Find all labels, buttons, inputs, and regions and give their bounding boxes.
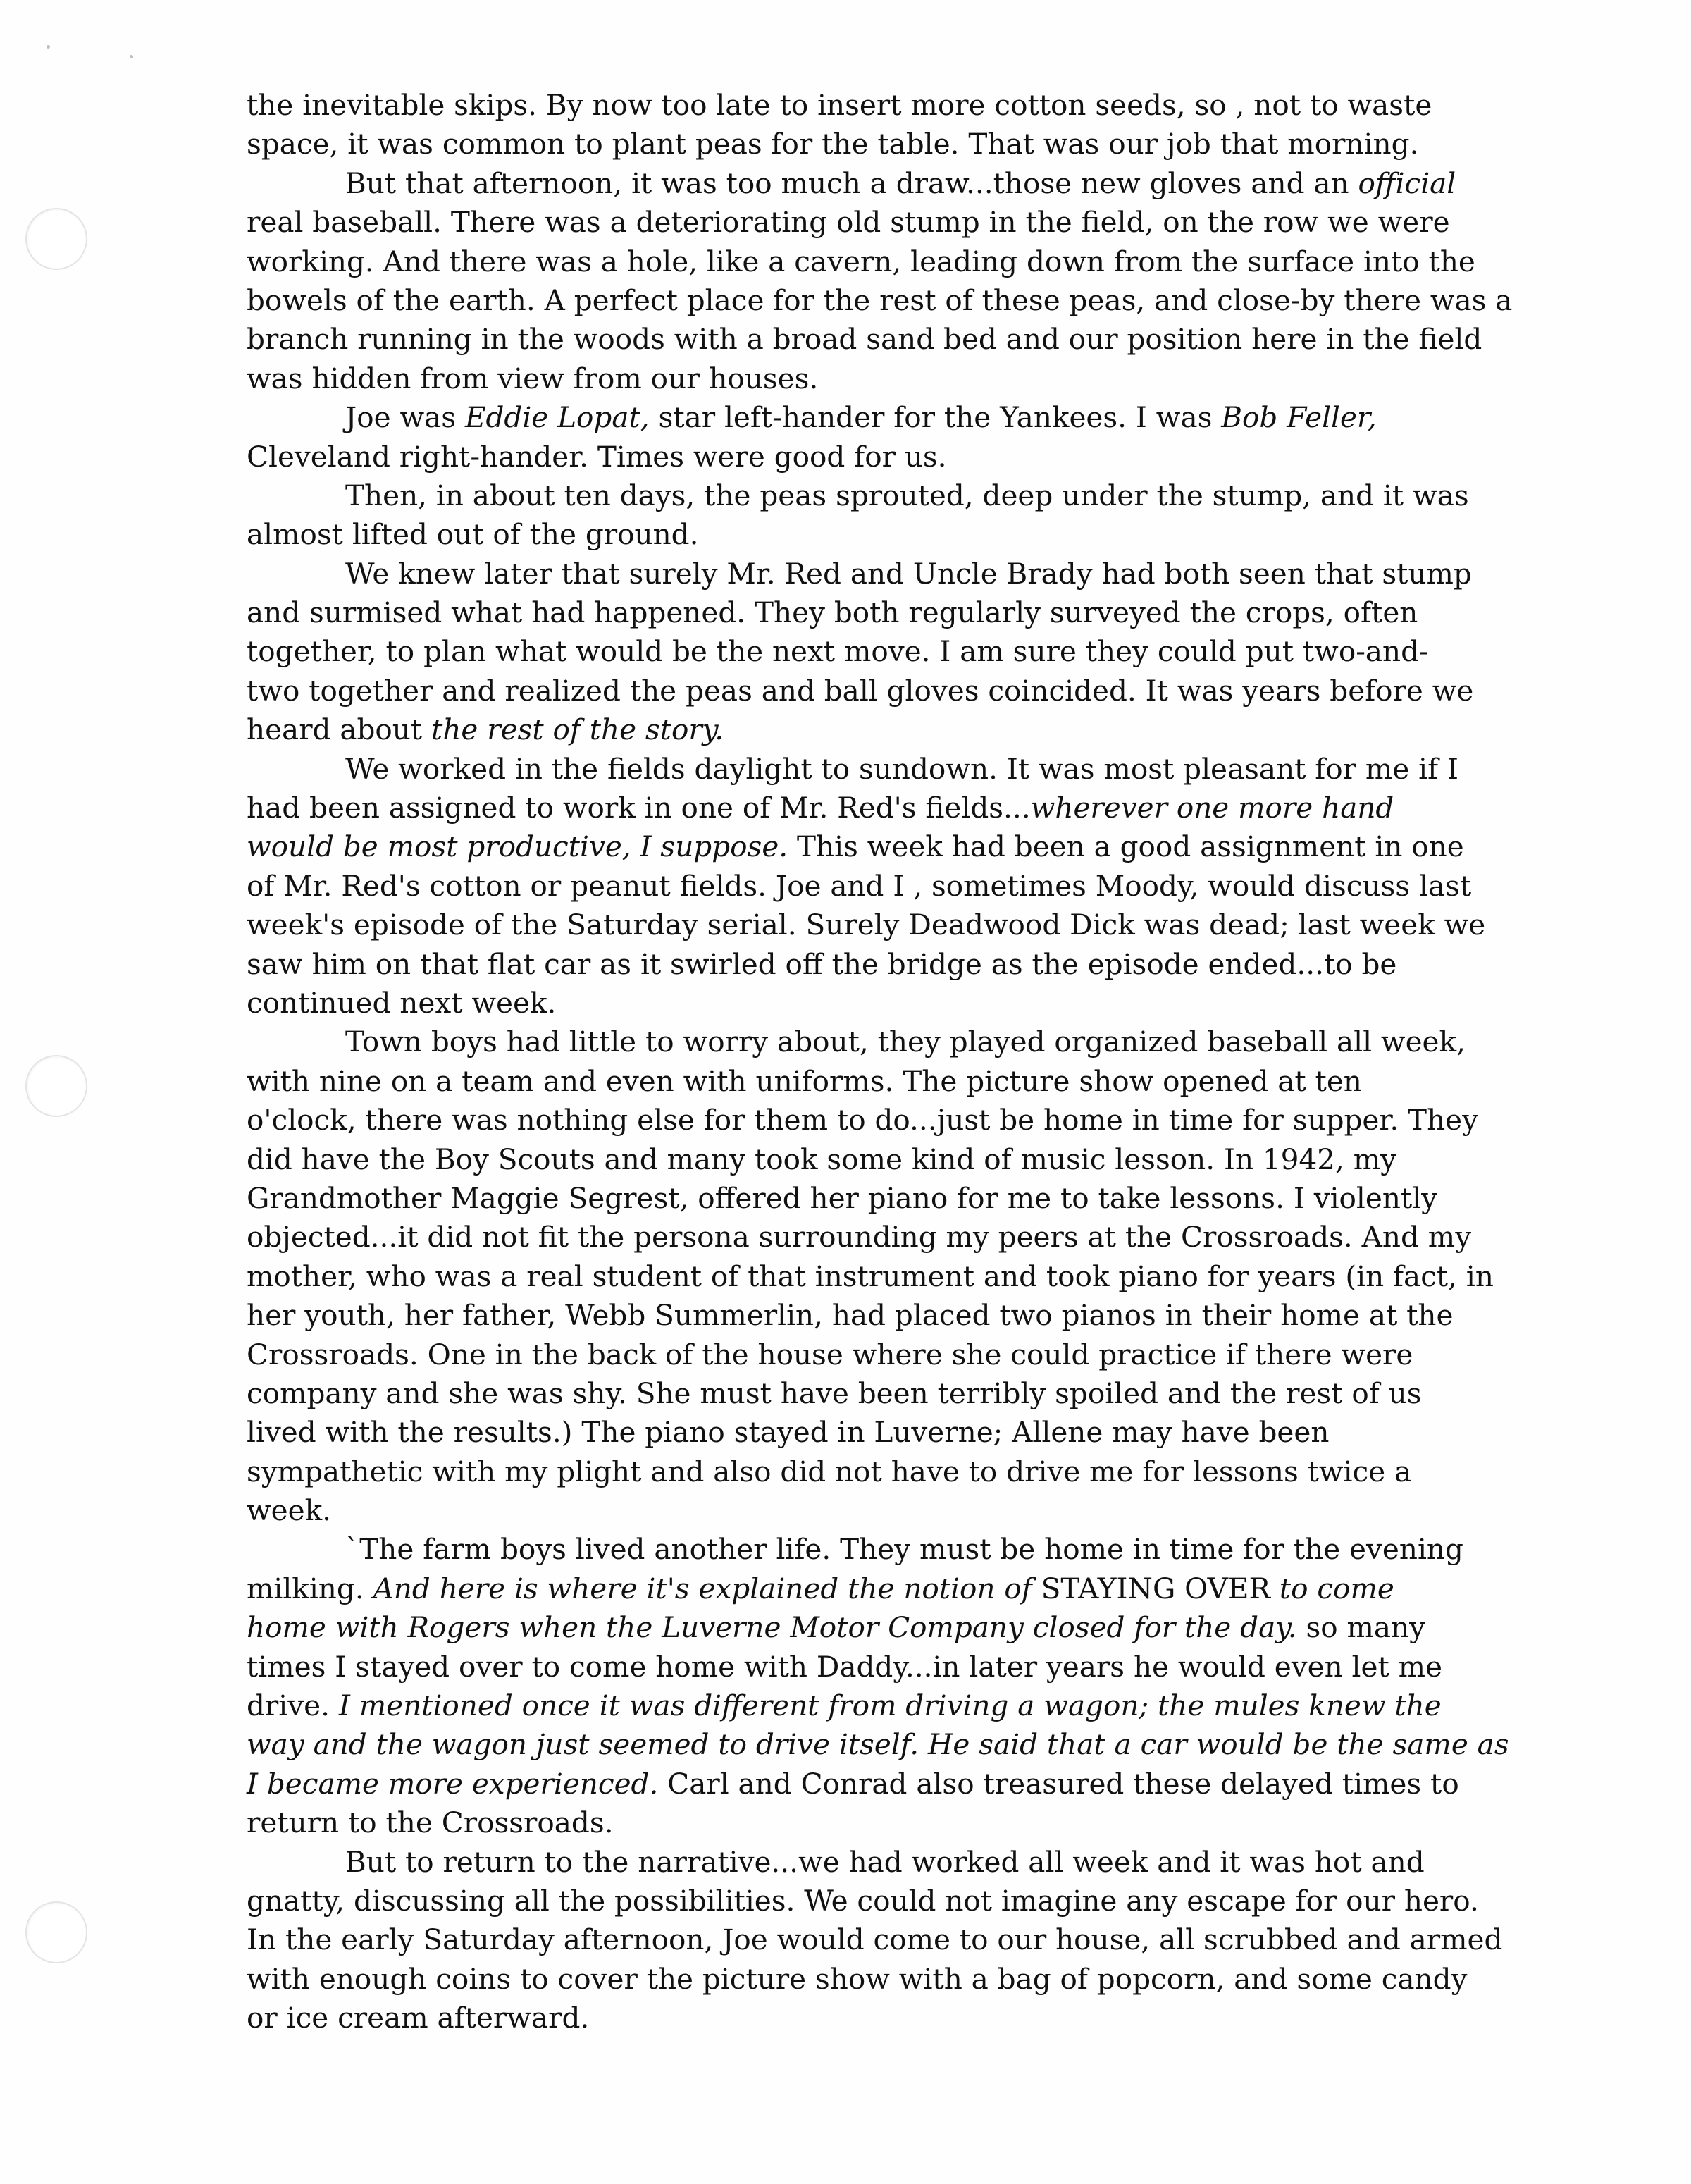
italic-text-segment: official [1358, 166, 1456, 200]
text-segment: o'clock, there was nothing else for them to do...just be home in time for supper. They [247, 1103, 1479, 1137]
text-line [247, 125, 1571, 164]
text-line [247, 867, 1571, 906]
italic-text-segment: And here is where it's explained the notion of [373, 1571, 1032, 1605]
text-line [247, 1452, 1571, 1491]
text-line [247, 750, 1571, 789]
text-segment: with nine on a team and even with uniforms. The picture show opened at ten [247, 1063, 1362, 1098]
text-line [247, 1101, 1571, 1140]
text-line [247, 1999, 1571, 2037]
text-segment: week. [247, 1493, 332, 1528]
punch-hole [25, 1055, 87, 1117]
text-segment: `The farm boys lived another life. They must be home in time for the evening [345, 1532, 1463, 1567]
text-segment: heard about [247, 712, 432, 747]
text-line [247, 1882, 1571, 1920]
text-segment: Cleveland right-hander. Times were good for us. [247, 439, 947, 474]
text-segment: the inevitable skips. By now too late to insert more cotton seeds, so , not to waste [247, 88, 1432, 122]
text-line [247, 1218, 1571, 1257]
paper-speck [130, 55, 133, 58]
italic-text-segment: Bob Feller, [1221, 400, 1377, 435]
text-line [247, 827, 1571, 866]
text-line [247, 789, 1571, 827]
italic-text-segment: I mentioned once it was different from driving a wagon; the mules knew the [338, 1689, 1442, 1723]
text-segment: Crossroads. One in the back of the house where she could practice if there were [247, 1337, 1413, 1371]
text-line [247, 1843, 1571, 1882]
text-line [247, 1530, 1571, 1569]
text-segment: had been assigned to work in one of Mr. Red's fields... [247, 791, 1031, 825]
text-segment: bowels of the earth. A perfect place for the rest of these peas, and close-by there was a [247, 283, 1513, 317]
text-segment: two together and realized the peas and ball gloves coincided. It was years before we [247, 673, 1474, 708]
text-line [247, 398, 1571, 437]
text-segment: But to return to the narrative...we had worked all week and it was hot and [345, 1844, 1425, 1879]
italic-text-segment: I became more experienced. [247, 1766, 659, 1801]
text-segment: STAYING OVER [1032, 1571, 1280, 1605]
text-line [247, 1491, 1571, 1530]
text-line [247, 1608, 1571, 1647]
text-line [247, 1960, 1571, 1999]
text-segment: did have the Boy Scouts and many took some kind of music lesson. In 1942, my [247, 1142, 1397, 1176]
text-segment: objected...it did not fit the persona surrounding my peers at the Crossroads. And my [247, 1220, 1472, 1254]
text-line [247, 1569, 1571, 1608]
text-segment: Then, in about ten days, the peas sprouted, deep under the stump, and it was [345, 478, 1469, 512]
italic-text-segment: would be most productive, I suppose. [247, 829, 788, 864]
text-segment: drive. [247, 1689, 339, 1723]
text-line [247, 164, 1571, 203]
text-line [247, 1686, 1571, 1725]
text-segment: with enough coins to cover the picture show with a bag of popcorn, and some candy [247, 1961, 1468, 1996]
text-line [247, 984, 1571, 1023]
italic-text-segment: Eddie Lopat, [464, 400, 650, 435]
text-line [247, 555, 1571, 593]
text-line [247, 1725, 1571, 1764]
italic-text-segment: the rest of the story. [431, 712, 724, 747]
text-segment: Joe was [345, 400, 465, 435]
text-line [247, 945, 1571, 984]
text-line [247, 359, 1571, 398]
text-segment: Grandmother Maggie Segrest, offered her piano for me to take lessons. I violently [247, 1180, 1438, 1215]
italic-text-segment: to come [1279, 1571, 1394, 1605]
text-segment: milking. [247, 1571, 373, 1605]
text-segment: sympathetic with my plight and also did not have to drive me for lessons twice a [247, 1454, 1412, 1488]
document-body-text [247, 86, 1571, 2038]
text-line [247, 1374, 1571, 1413]
text-segment: Town boys had little to worry about, they played organized baseball all week, [345, 1025, 1466, 1059]
text-line [247, 515, 1571, 554]
text-segment: star left-hander for the Yankees. I was [649, 400, 1222, 435]
text-line [247, 1803, 1571, 1842]
text-segment: mother, who was a real student of that instrument and took piano for years (in fact, in [247, 1259, 1494, 1293]
text-line [247, 86, 1571, 125]
italic-text-segment: way and the wagon just seemed to drive itself. He said that a car would be the same as [247, 1727, 1509, 1762]
text-line [247, 1920, 1571, 1959]
text-line [247, 476, 1571, 515]
italic-text-segment: wherever one more hand [1030, 791, 1394, 825]
text-line [247, 1062, 1571, 1101]
text-line [247, 438, 1571, 476]
text-segment: times I stayed over to come home with Daddy...in later years he would even let me [247, 1649, 1442, 1684]
text-segment: of Mr. Red's cotton or peanut fields. Joe and I , sometimes Moody, would discuss last [247, 868, 1472, 903]
italic-text-segment: home with Rogers when the Luverne Motor Company closed for the day. [247, 1610, 1297, 1645]
paper-speck [47, 45, 50, 49]
text-segment: continued next week. [247, 985, 557, 1020]
text-segment: gnatty, discussing all the possibilities. We could not imagine any escape for our hero. [247, 1883, 1479, 1918]
text-segment: almost lifted out of the ground. [247, 517, 699, 552]
punch-hole [25, 1901, 87, 1963]
text-segment: together, to plan what would be the next move. I am sure they could put two-and- [247, 634, 1429, 669]
text-line [247, 1296, 1571, 1335]
text-segment: return to the Crossroads. [247, 1806, 614, 1840]
text-line [247, 1413, 1571, 1452]
text-segment: branch running in the woods with a broad sand bed and our position here in the field [247, 322, 1482, 357]
text-line [247, 710, 1571, 749]
text-line [247, 320, 1571, 359]
text-segment: or ice cream afterward. [247, 2001, 590, 2035]
punch-hole [25, 208, 87, 270]
text-line [247, 203, 1571, 242]
text-line [247, 1257, 1571, 1296]
text-line [247, 672, 1571, 710]
text-segment: We worked in the fields daylight to sundown. It was most pleasant for me if I [345, 751, 1458, 786]
text-segment: real baseball. There was a deteriorating old stump in the field, on the row we were [247, 205, 1450, 240]
text-line [247, 906, 1571, 944]
text-segment: In the early Saturday afternoon, Joe would come to our house, all scrubbed and armed [247, 1923, 1503, 1957]
text-segment: Carl and Conrad also treasured these delayed times to [658, 1766, 1459, 1801]
text-segment: But that afternoon, it was too much a draw...those new gloves and an [345, 166, 1358, 200]
text-line [247, 281, 1571, 320]
text-segment: saw him on that flat car as it swirled off the bridge as the episode ended...to be [247, 946, 1397, 981]
text-segment: so many [1296, 1610, 1426, 1645]
text-segment: week's episode of the Saturday serial. Surely Deadwood Dick was dead; last week we [247, 908, 1486, 942]
text-line [247, 632, 1571, 671]
text-segment: company and she was shy. She must have been terribly spoiled and the rest of us [247, 1376, 1422, 1410]
text-line [247, 1765, 1571, 1803]
text-line [247, 242, 1571, 281]
text-line [247, 1140, 1571, 1179]
text-segment: working. And there was a hole, like a cavern, leading down from the surface into the [247, 244, 1475, 278]
text-line [247, 1179, 1571, 1218]
text-segment: her youth, her father, Webb Summerlin, had placed two pianos in their home at the [247, 1298, 1454, 1333]
text-segment: was hidden from view from our houses. [247, 361, 819, 395]
text-segment: This week had been a good assignment in one [788, 829, 1464, 864]
text-segment: lived with the results.) The piano stayed in Luverne; Allene may have been [247, 1415, 1330, 1450]
text-segment: space, it was common to plant peas for the table. That was our job that morning. [247, 127, 1419, 161]
text-segment: We knew later that surely Mr. Red and Uncle Brady had both seen that stump [345, 556, 1472, 591]
text-segment: and surmised what had happened. They both regularly surveyed the crops, often [247, 596, 1418, 630]
text-line [247, 1648, 1571, 1686]
text-line [247, 593, 1571, 632]
text-line [247, 1023, 1571, 1061]
text-line [247, 1335, 1571, 1374]
